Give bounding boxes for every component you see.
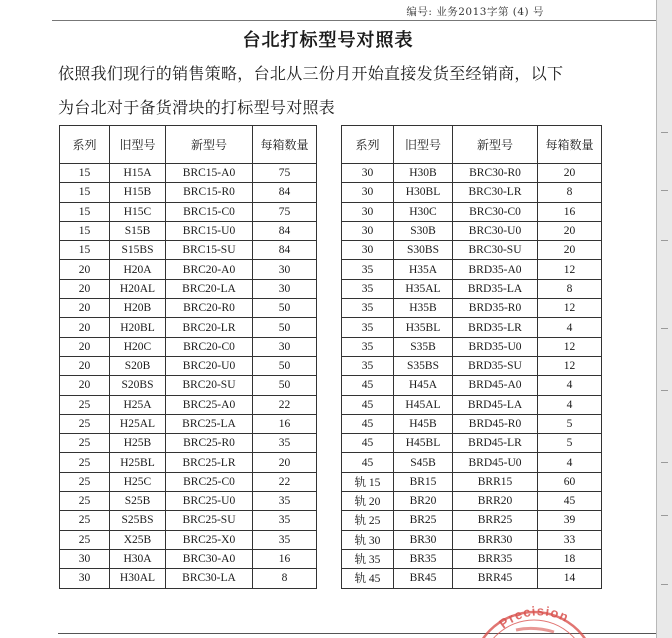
cell-new-model: BRR15 (453, 472, 538, 491)
table-row (60, 183, 317, 202)
cell-old-model: H15C (110, 202, 166, 221)
cell-old-model: H20BL (110, 318, 166, 337)
cell-new-model: BRC25-U0 (166, 492, 253, 511)
cell-new-model: BRC25-X0 (166, 530, 253, 549)
cell-old-model: H15B (110, 183, 166, 202)
cell-series: 25 (60, 530, 110, 549)
cell-new-model: BRC30-U0 (453, 221, 538, 240)
table-row (60, 164, 317, 183)
table-row (60, 376, 317, 395)
cell-new-model: BRR45 (453, 569, 538, 588)
cell-old-model: S35BS (394, 356, 453, 375)
table-row (342, 202, 602, 221)
cell-old-model: H35B (394, 299, 453, 318)
cell-series: 35 (342, 279, 394, 298)
cell-old-model: S25B (110, 492, 166, 511)
cell-new-model: BRC25-R0 (166, 434, 253, 453)
table-row (342, 434, 602, 453)
cell-qty-per-box: 5 (538, 414, 602, 433)
table-row (60, 569, 317, 588)
cell-qty-per-box: 4 (538, 453, 602, 472)
cell-old-model: S15B (110, 221, 166, 240)
table-row (342, 472, 602, 491)
table-row (342, 395, 602, 414)
cell-series: 30 (342, 202, 394, 221)
cell-old-model: H25C (110, 472, 166, 491)
cell-old-model: H45A (394, 376, 453, 395)
table-row (60, 337, 317, 356)
table-row (60, 453, 317, 472)
cell-old-model: S35B (394, 337, 453, 356)
cell-series: 45 (342, 376, 394, 395)
table-row (342, 221, 602, 240)
intro-paragraph-line-1: 依照我们现行的销售策略，台北从三份月开始直接发货至经销商，以下 (58, 64, 564, 83)
cell-old-model: H20A (110, 260, 166, 279)
cell-series: 20 (60, 337, 110, 356)
cell-new-model: BRC20-C0 (166, 337, 253, 356)
cell-old-model: H20B (110, 299, 166, 318)
cell-series: 35 (342, 260, 394, 279)
header-old-model: 旧型号 (394, 126, 453, 164)
cell-new-model: BRC25-A0 (166, 395, 253, 414)
cell-qty-per-box: 4 (538, 376, 602, 395)
cell-series: 35 (342, 299, 394, 318)
cell-old-model: X25B (110, 530, 166, 549)
cell-series: 20 (60, 356, 110, 375)
cell-qty-per-box: 20 (538, 241, 602, 260)
cell-old-model: H20C (110, 337, 166, 356)
table-header-row (342, 126, 602, 164)
cell-new-model: BRC20-LR (166, 318, 253, 337)
cell-series: 35 (342, 356, 394, 375)
cell-qty-per-box: 84 (253, 241, 317, 260)
cell-old-model: H15A (110, 164, 166, 183)
cell-new-model: BRD45-A0 (453, 376, 538, 395)
table-row (60, 202, 317, 221)
cell-new-model: BRR25 (453, 511, 538, 530)
header-new-model: 新型号 (166, 126, 253, 164)
table-row (342, 164, 602, 183)
cell-series: 轨 30 (342, 530, 394, 549)
cell-old-model: BR25 (394, 511, 453, 530)
cell-qty-per-box: 84 (253, 221, 317, 240)
cell-qty-per-box: 20 (538, 164, 602, 183)
cell-old-model: H35AL (394, 279, 453, 298)
table-row (60, 530, 317, 549)
table-row (342, 279, 602, 298)
cell-series: 45 (342, 414, 394, 433)
cell-new-model: BRD45-R0 (453, 414, 538, 433)
cell-qty-per-box: 75 (253, 202, 317, 221)
table-row (342, 299, 602, 318)
cell-new-model: BRC30-R0 (453, 164, 538, 183)
cell-new-model: BRD35-SU (453, 356, 538, 375)
company-seal-stamp (464, 596, 604, 638)
cell-qty-per-box: 4 (538, 395, 602, 414)
cell-new-model: BRC25-LA (166, 414, 253, 433)
table-row (342, 530, 602, 549)
cell-new-model: BRR30 (453, 530, 538, 549)
cell-qty-per-box: 35 (253, 434, 317, 453)
cell-qty-per-box: 50 (253, 356, 317, 375)
table-row (60, 299, 317, 318)
cell-qty-per-box: 12 (538, 260, 602, 279)
cell-old-model: H20AL (110, 279, 166, 298)
cell-qty-per-box: 16 (253, 549, 317, 568)
viewer-scroll-edge[interactable] (656, 0, 672, 638)
cell-old-model: S15BS (110, 241, 166, 260)
intro-paragraph-line-2: 为台北对于备货滑块的打标型号对照表 (58, 98, 336, 117)
table-row (342, 453, 602, 472)
cell-qty-per-box: 22 (253, 395, 317, 414)
cell-new-model: BRC30-SU (453, 241, 538, 260)
cell-qty-per-box: 20 (538, 221, 602, 240)
table-row (60, 279, 317, 298)
cell-series: 45 (342, 395, 394, 414)
cell-qty-per-box: 50 (253, 376, 317, 395)
cell-new-model: BRD35-LA (453, 279, 538, 298)
table-row (60, 395, 317, 414)
cell-qty-per-box: 35 (253, 530, 317, 549)
cell-new-model: BRD45-U0 (453, 453, 538, 472)
cell-series: 25 (60, 472, 110, 491)
cell-new-model: BRC15-R0 (166, 183, 253, 202)
cell-new-model: BRC20-U0 (166, 356, 253, 375)
cell-qty-per-box: 84 (253, 183, 317, 202)
table-row (60, 511, 317, 530)
cell-old-model: H25B (110, 434, 166, 453)
header-new-model: 新型号 (453, 126, 538, 164)
table-row (60, 492, 317, 511)
cell-qty-per-box: 12 (538, 356, 602, 375)
cell-new-model: BRC25-LR (166, 453, 253, 472)
header-divider (52, 20, 656, 21)
cell-qty-per-box: 30 (253, 260, 317, 279)
cell-new-model: BRR20 (453, 492, 538, 511)
cell-series: 30 (342, 241, 394, 260)
cell-series: 15 (60, 221, 110, 240)
cell-old-model: S30BS (394, 241, 453, 260)
header-series: 系列 (342, 126, 394, 164)
cell-series: 35 (342, 337, 394, 356)
cell-old-model: H45AL (394, 395, 453, 414)
header-series: 系列 (60, 126, 110, 164)
cell-qty-per-box: 75 (253, 164, 317, 183)
cell-series: 25 (60, 453, 110, 472)
cell-series: 15 (60, 164, 110, 183)
cell-old-model: S45B (394, 453, 453, 472)
cell-series: 轨 20 (342, 492, 394, 511)
cell-qty-per-box: 8 (538, 183, 602, 202)
cell-new-model: BRD45-LR (453, 434, 538, 453)
cell-new-model: BRC30-LR (453, 183, 538, 202)
cell-old-model: H30AL (110, 569, 166, 588)
cell-qty-per-box: 45 (538, 492, 602, 511)
cell-series: 15 (60, 241, 110, 260)
cell-series: 45 (342, 434, 394, 453)
cell-series: 20 (60, 260, 110, 279)
cell-old-model: S20B (110, 356, 166, 375)
cell-qty-per-box: 20 (253, 453, 317, 472)
cell-qty-per-box: 16 (538, 202, 602, 221)
cell-series: 轨 25 (342, 511, 394, 530)
cell-series: 轨 15 (342, 472, 394, 491)
cell-series: 25 (60, 434, 110, 453)
cell-qty-per-box: 60 (538, 472, 602, 491)
table-header-row (60, 126, 317, 164)
table-row (342, 549, 602, 568)
cell-series: 30 (60, 549, 110, 568)
cell-qty-per-box: 12 (538, 299, 602, 318)
cell-new-model: BRC20-A0 (166, 260, 253, 279)
cell-series: 45 (342, 453, 394, 472)
table-row (60, 472, 317, 491)
cell-series: 35 (342, 318, 394, 337)
cell-old-model: H30B (394, 164, 453, 183)
cell-new-model: BRD35-U0 (453, 337, 538, 356)
table-row (342, 492, 602, 511)
header-old-model: 旧型号 (110, 126, 166, 164)
cell-series: 25 (60, 492, 110, 511)
cell-qty-per-box: 5 (538, 434, 602, 453)
cell-series: 25 (60, 395, 110, 414)
cell-old-model: H25BL (110, 453, 166, 472)
model-table-left (59, 125, 317, 589)
model-table-right (341, 125, 602, 589)
cell-qty-per-box: 50 (253, 318, 317, 337)
table-row (60, 260, 317, 279)
cell-new-model: BRC20-R0 (166, 299, 253, 318)
cell-qty-per-box: 30 (253, 279, 317, 298)
cell-new-model: BRC30-LA (166, 569, 253, 588)
cell-new-model: BRC30-C0 (453, 202, 538, 221)
cell-qty-per-box: 30 (253, 337, 317, 356)
table-row (342, 376, 602, 395)
cell-old-model: H45B (394, 414, 453, 433)
table-row (60, 356, 317, 375)
cell-qty-per-box: 16 (253, 414, 317, 433)
cell-qty-per-box: 8 (538, 279, 602, 298)
cell-old-model: H45BL (394, 434, 453, 453)
cell-qty-per-box: 33 (538, 530, 602, 549)
cell-series: 20 (60, 376, 110, 395)
cell-old-model: H35A (394, 260, 453, 279)
document-title: 台北打标型号对照表 (242, 30, 414, 51)
cell-new-model: BRC25-C0 (166, 472, 253, 491)
cell-series: 25 (60, 511, 110, 530)
document-reference-number: 编号: 业务2013字第 (4) 号 (406, 6, 544, 18)
cell-new-model: BRC30-A0 (166, 549, 253, 568)
cell-qty-per-box: 22 (253, 472, 317, 491)
cell-qty-per-box: 39 (538, 511, 602, 530)
cell-series: 30 (342, 183, 394, 202)
header-qty-per-box: 每箱数量 (253, 126, 317, 164)
cell-series: 轨 45 (342, 569, 394, 588)
cell-qty-per-box: 12 (538, 337, 602, 356)
table-row (60, 221, 317, 240)
cell-new-model: BRD45-LA (453, 395, 538, 414)
cell-series: 15 (60, 202, 110, 221)
cell-new-model: BRD35-R0 (453, 299, 538, 318)
cell-series: 30 (342, 221, 394, 240)
cell-new-model: BRC15-U0 (166, 221, 253, 240)
svg-text:Precision: Precision (496, 603, 572, 632)
cell-series: 20 (60, 299, 110, 318)
cell-series: 20 (60, 318, 110, 337)
cell-series: 轨 35 (342, 549, 394, 568)
cell-old-model: S25BS (110, 511, 166, 530)
cell-new-model: BRR35 (453, 549, 538, 568)
table-row (342, 241, 602, 260)
table-row (60, 414, 317, 433)
cell-old-model: S20BS (110, 376, 166, 395)
table-row (60, 549, 317, 568)
header-qty-per-box: 每箱数量 (538, 126, 602, 164)
cell-old-model: BR35 (394, 549, 453, 568)
table-row (342, 318, 602, 337)
cell-series: 30 (60, 569, 110, 588)
table-row (342, 183, 602, 202)
cell-series: 30 (342, 164, 394, 183)
cell-new-model: BRD35-A0 (453, 260, 538, 279)
cell-new-model: BRD35-LR (453, 318, 538, 337)
cell-qty-per-box: 14 (538, 569, 602, 588)
table-row (342, 414, 602, 433)
cell-series: 25 (60, 414, 110, 433)
cell-old-model: H25A (110, 395, 166, 414)
table-row (342, 337, 602, 356)
cell-qty-per-box: 18 (538, 549, 602, 568)
cell-qty-per-box: 8 (253, 569, 317, 588)
cell-old-model: H30A (110, 549, 166, 568)
cell-old-model: S30B (394, 221, 453, 240)
table-row (342, 356, 602, 375)
cell-old-model: H30BL (394, 183, 453, 202)
cell-old-model: BR20 (394, 492, 453, 511)
cell-old-model: BR45 (394, 569, 453, 588)
cell-new-model: BRC15-C0 (166, 202, 253, 221)
table-row (342, 260, 602, 279)
table-row (342, 569, 602, 588)
cell-new-model: BRC15-A0 (166, 164, 253, 183)
table-row (60, 318, 317, 337)
table-row (60, 241, 317, 260)
cell-old-model: H35BL (394, 318, 453, 337)
cell-new-model: BRC20-LA (166, 279, 253, 298)
table-row (60, 434, 317, 453)
cell-old-model: BR30 (394, 530, 453, 549)
cell-new-model: BRC25-SU (166, 511, 253, 530)
cell-qty-per-box: 35 (253, 492, 317, 511)
cell-qty-per-box: 35 (253, 511, 317, 530)
cell-series: 15 (60, 183, 110, 202)
table-row (342, 511, 602, 530)
cell-qty-per-box: 50 (253, 299, 317, 318)
cell-old-model: BR15 (394, 472, 453, 491)
cell-new-model: BRC20-SU (166, 376, 253, 395)
cell-old-model: H30C (394, 202, 453, 221)
cell-series: 20 (60, 279, 110, 298)
cell-qty-per-box: 4 (538, 318, 602, 337)
cell-old-model: H25AL (110, 414, 166, 433)
cell-new-model: BRC15-SU (166, 241, 253, 260)
